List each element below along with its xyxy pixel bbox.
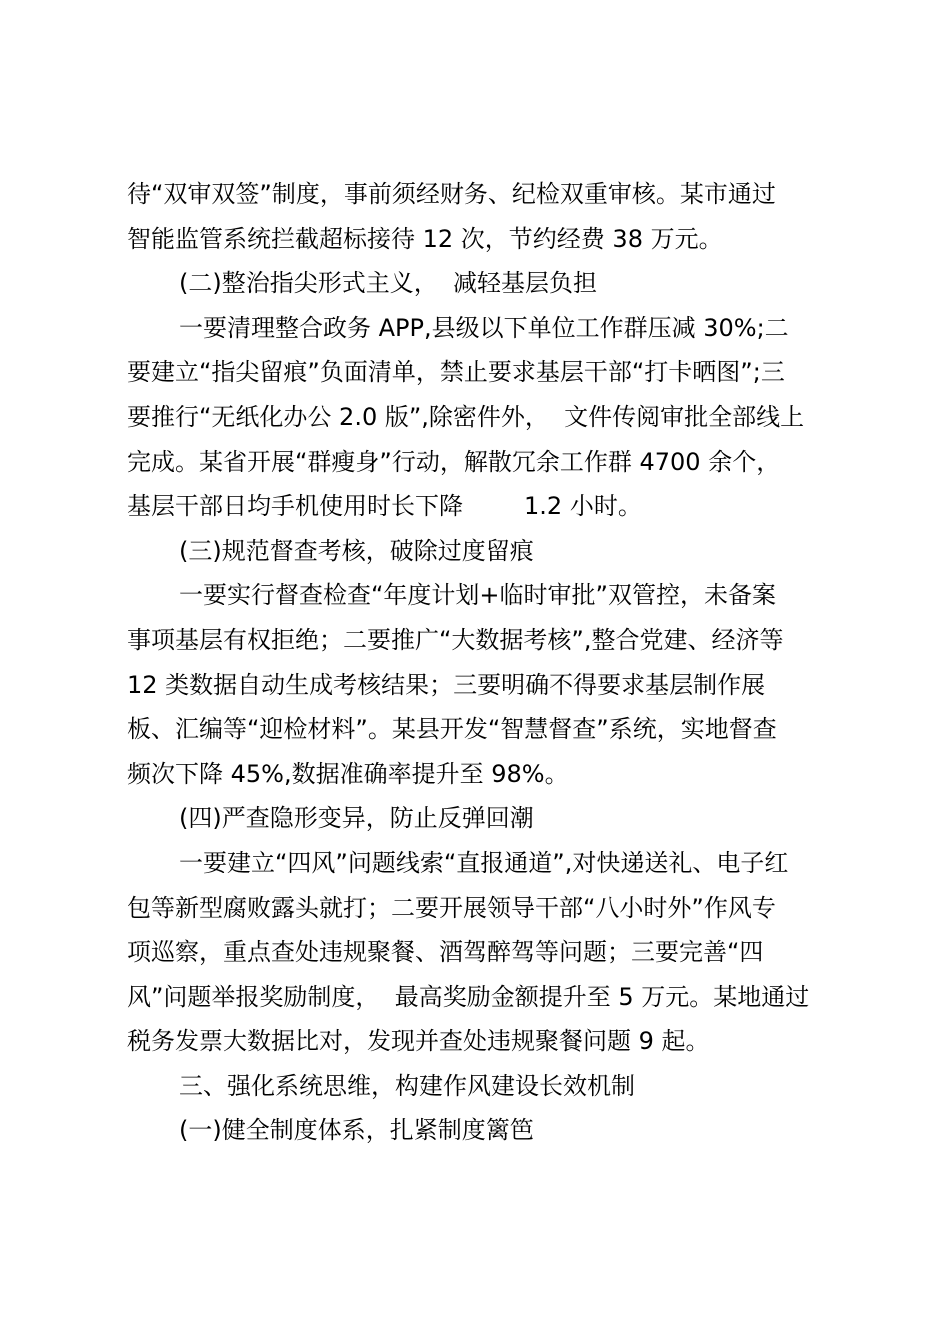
body-text-line: 基层干部日均手机使用时长下降 1.2 小时。 [127,492,642,521]
body-text-line: 完成。某省开展“群瘦身”行动，解散冗余工作群 4700 余个， [127,447,781,476]
body-text-line: 12 类数据自动生成考核结果；三要明确不得要求基层制作展 [127,670,766,699]
body-text-line: 一要清理整合政务 APP,县级以下单位工作群压减 30%;二 [179,313,789,342]
body-text-line: 智能监管系统拦截超标接待 12 次，节约经费 38 万元。 [127,224,723,253]
body-text-line: 要推行“无纸化办公 2.0 版”,除密件外， 文件传阅审批全部线上 [127,402,805,431]
body-text-line: 板、汇编等“迎检材料”。某县开发“智慧督查”系统，实地督查 [127,715,777,744]
body-text-line: 频次下降 45%,数据准确率提升至 98%。 [127,759,569,788]
body-text-line: 一要实行督查检查“年度计划+临时审批”双管控，未备案 [179,581,776,610]
subsection-heading: (四)严查隐形变异，防止反弹回潮 [179,804,534,833]
body-text-line: 一要建立“四风”问题线索“直报通道”,对快递送礼、电子红 [179,848,789,877]
subsection-heading: (三)规范督查考核，破除过度留痕 [179,536,534,565]
body-text-line: 项巡察，重点查处违规聚餐、酒驾醉驾等问题；三要完善“四 [127,938,764,967]
body-text-line: 包等新型腐败露头就打；二要开展领导干部“八小时外”作风专 [127,893,776,922]
subsection-heading: (一)健全制度体系，扎紧制度篱笆 [179,1116,534,1145]
body-text-line: 风”问题举报奖励制度， 最高奖励金额提升至 5 万元。某地通过 [127,982,810,1011]
body-text-line: 待“双审双签”制度，事前须经财务、纪检双重审核。某市通过 [127,180,776,208]
document-body [127,172,833,1153]
body-text-line: 事项基层有权拒绝；二要推广“大数据考核”,整合党建、经济等 [127,625,784,654]
subsection-heading: (二)整治指尖形式主义， 减轻基层负担 [179,269,597,298]
body-text-line: 税务发票大数据比对，发现并查处违规聚餐问题 9 起。 [127,1027,710,1056]
body-text-line: 要建立“指尖留痕”负面清单，禁止要求基层干部“打卡晒图”;三 [127,358,785,387]
section-heading: 三、强化系统思维，构建作风建设长效机制 [179,1071,635,1100]
